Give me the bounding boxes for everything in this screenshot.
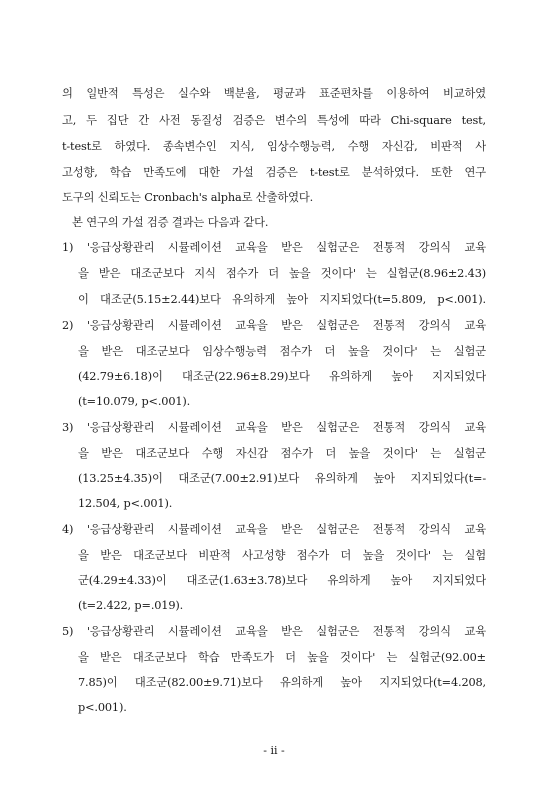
- hypothesis-4-line: 군(4.29±4.33)이 대조군(1.63±3.78)보다 유의하게 높아 지지되었다: [78, 574, 486, 587]
- hypothesis-3-line: 을 받은 대조군보다 수행 자신감 점수가 더 높을 것이다' 는 실험군: [78, 447, 486, 460]
- hypothesis-5-line: 5) '응급상황관리 시뮬레이션 교육을 받은 실험군은 전통적 강의식 교육: [62, 625, 486, 638]
- hypothesis-5-line: 7.85)이 대조군(82.00±9.71)보다 유의하게 높아 지지되었다(t=4.208,: [78, 676, 486, 689]
- page-number: - ii -: [263, 744, 285, 757]
- hypothesis-2-line: (t=10.079, p<.001).: [78, 395, 191, 408]
- results-intro: 본 연구의 가설 검증 결과는 다음과 같다.: [72, 216, 269, 229]
- hypothesis-1-line: 이 대조군(5.15±2.44)보다 유의하게 높아 지지되었다(t=5.809, p<.001).: [78, 293, 486, 306]
- hypothesis-4-line: 을 받은 대조군보다 비판적 사고성향 점수가 더 높을 것이다' 는 실험: [78, 549, 486, 562]
- hypothesis-2-line: 2) '응급상황관리 시뮬레이션 교육을 받은 실험군은 전통적 강의식 교육: [62, 319, 486, 332]
- hypothesis-1-line: 을 받은 대조군보다 지식 점수가 더 높을 것이다' 는 실험군(8.96±2.43): [78, 267, 486, 280]
- hypothesis-5-line: p<.001).: [78, 701, 127, 714]
- hypothesis-5-line: 을 받은 대조군보다 학습 만족도가 더 높을 것이다' 는 실험군(92.00±: [78, 651, 486, 664]
- hypothesis-1-line: 1) '응급상황관리 시뮬레이션 교육을 받은 실험군은 전통적 강의식 교육: [62, 241, 486, 254]
- intro-line: 의 일반적 특성은 실수와 백분율, 평균과 표준편차를 이용하여 비교하였: [62, 87, 486, 100]
- hypothesis-2-line: (42.79±6.18)이 대조군(22.96±8.29)보다 유의하게 높아 지지되었다: [78, 370, 486, 383]
- hypothesis-4-line: 4) '응급상황관리 시뮬레이션 교육을 받은 실험군은 전통적 강의식 교육: [62, 523, 486, 536]
- hypothesis-2-line: 을 받은 대조군보다 임상수행능력 점수가 더 높을 것이다' 는 실험군: [78, 345, 486, 358]
- intro-line: t-test로 하였다. 종속변수인 지식, 임상수행능력, 수행 자신감, 비판적 사: [62, 140, 486, 153]
- hypothesis-3-line: 3) '응급상황관리 시뮬레이션 교육을 받은 실험군은 전통적 강의식 교육: [62, 421, 486, 434]
- intro-line: 고성향, 학습 만족도에 대한 가설 검증은 t-test로 분석하였다. 또한 연구: [62, 166, 486, 179]
- intro-line: 고, 두 집단 간 사전 동질성 검증은 변수의 특성에 따라 Chi-square test,: [62, 114, 486, 127]
- hypothesis-3-line: 12.504, p<.001).: [78, 497, 173, 510]
- hypothesis-3-line: (13.25±4.35)이 대조군(7.00±2.91)보다 유의하게 높아 지지되었다(t=-: [78, 472, 486, 485]
- hypothesis-4-line: (t=2.422, p=.019).: [78, 599, 184, 612]
- intro-line: 도구의 신뢰도는 Cronbach's alpha로 산출하였다.: [62, 191, 314, 204]
